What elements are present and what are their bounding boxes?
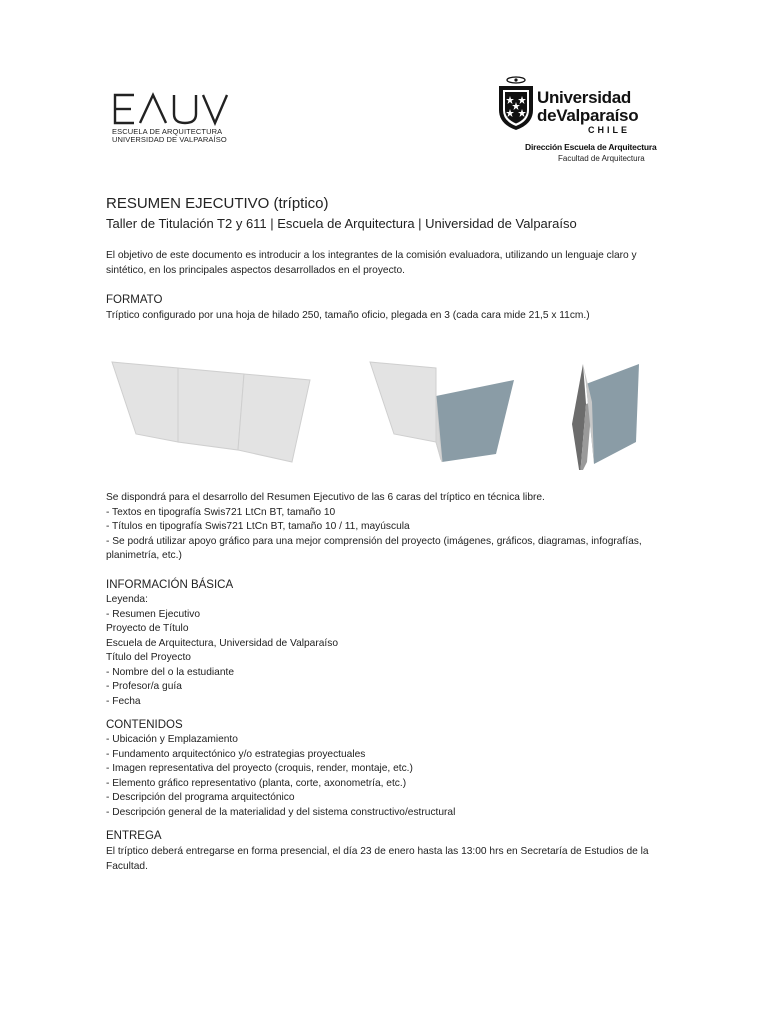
contenidos-line: - Fundamento arquitectónico y/o estrategias proyectuales [106,748,366,760]
caras-line: - Se podrá utilizar apoyo gráfico para una mejor comprensión del proyecto (imágenes, gráficos, diagramas, infografías, [106,535,642,547]
uv-shield-icon [496,76,536,132]
triptych-half-folded-illustration [370,362,441,460]
triptych-standing-illustration [572,364,639,470]
informacion-line: - Nombre del o la estudiante [106,666,234,678]
eauv-logo-line2: UNIVERSIDAD DE VALPARAÍSO [112,135,227,144]
caras-section [106,491,651,564]
eauv-logo [112,92,242,144]
uv-logo-country: CHILE [588,125,630,135]
entrega-heading: ENTREGA [106,830,162,842]
contenidos-line: - Descripción general de la materialidad y del sistema constructivo/estructural [106,806,456,818]
contenidos-line: - Imagen representativa del proyecto (croquis, render, montaje, etc.) [106,763,413,774]
uv-faculty-label: Facultad de Arquitectura [558,154,645,163]
caras-line: Se dispondrá para el desarrollo del Resumen Ejecutivo de las 6 caras del tríptico en técnica libre. [106,492,545,503]
uv-logo-name-line2: deValparaíso [537,106,639,125]
formato-heading: FORMATO [106,294,163,306]
caras-line: - Títulos en tipografía Swis721 LtCn BT, tamaño 10 / 11, mayúscula [106,521,410,532]
triptych-folded-panel [436,380,514,462]
document-title: RESUMEN EJECUTIVO (tríptico) [106,195,329,212]
contenidos-line: - Ubicación y Emplazamiento [106,734,238,745]
uv-direction-label: Dirección Escuela de Arquitectura [525,142,657,152]
informacion-line: - Fecha [106,695,141,707]
triptych-fold-diagram [106,350,646,470]
entrega-text: El tríptico deberá entregarse en forma presencial, el día 23 de enero hasta las 13:00 hrs en Secretaría de Estudios de la Facultad. [106,846,649,872]
informacion-line: - Resumen Ejecutivo [106,608,200,620]
eauv-logo-line1: ESCUELA DE ARQUITECTURA [112,127,223,136]
document-subtitle: Taller de Titulación T2 y 611 | Escuela de Arquitectura | Universidad de Valparaíso [106,216,577,231]
eauv-logo-mark [112,92,230,126]
formato-text: Tríptico configurado por una hoja de hilado 250, tamaño oficio, plegada en 3 (cada cara mide 21,5 x 11cm.) [106,310,590,321]
contenidos-heading: CONTENIDOS [106,719,183,731]
caras-line: planimetría, etc.) [106,550,182,561]
informacion-line: - Profesor/a guía [106,681,182,692]
informacion-line: Escuela de Arquitectura, Universidad de Valparaíso [106,637,338,649]
intro-paragraph: El objetivo de este documento es introducir a los integrantes de la comisión evaluadora, utilizando un lenguaje claro y sintético, en los principales aspectos desarrollados en el proyecto. [106,250,637,276]
informacion-line: Proyecto de Título [106,623,189,634]
informacion-heading: INFORMACIÓN BÁSICA [106,579,234,591]
contenidos-line: - Elemento gráfico representativo (planta, corte, axonometría, etc.) [106,777,407,789]
informacion-line: Leyenda: [106,594,148,605]
triptych-open-illustration [112,362,310,462]
contenidos-line: - Descripción del programa arquitectónico [106,792,295,803]
informacion-list [106,593,651,709]
caras-line: - Textos en tipografía Swis721 LtCn BT, tamaño 10 [106,506,336,518]
informacion-line: Título del Proyecto [106,652,191,663]
contenidos-list [106,733,651,820]
uv-logo-name-line1: Universidad [537,88,632,107]
